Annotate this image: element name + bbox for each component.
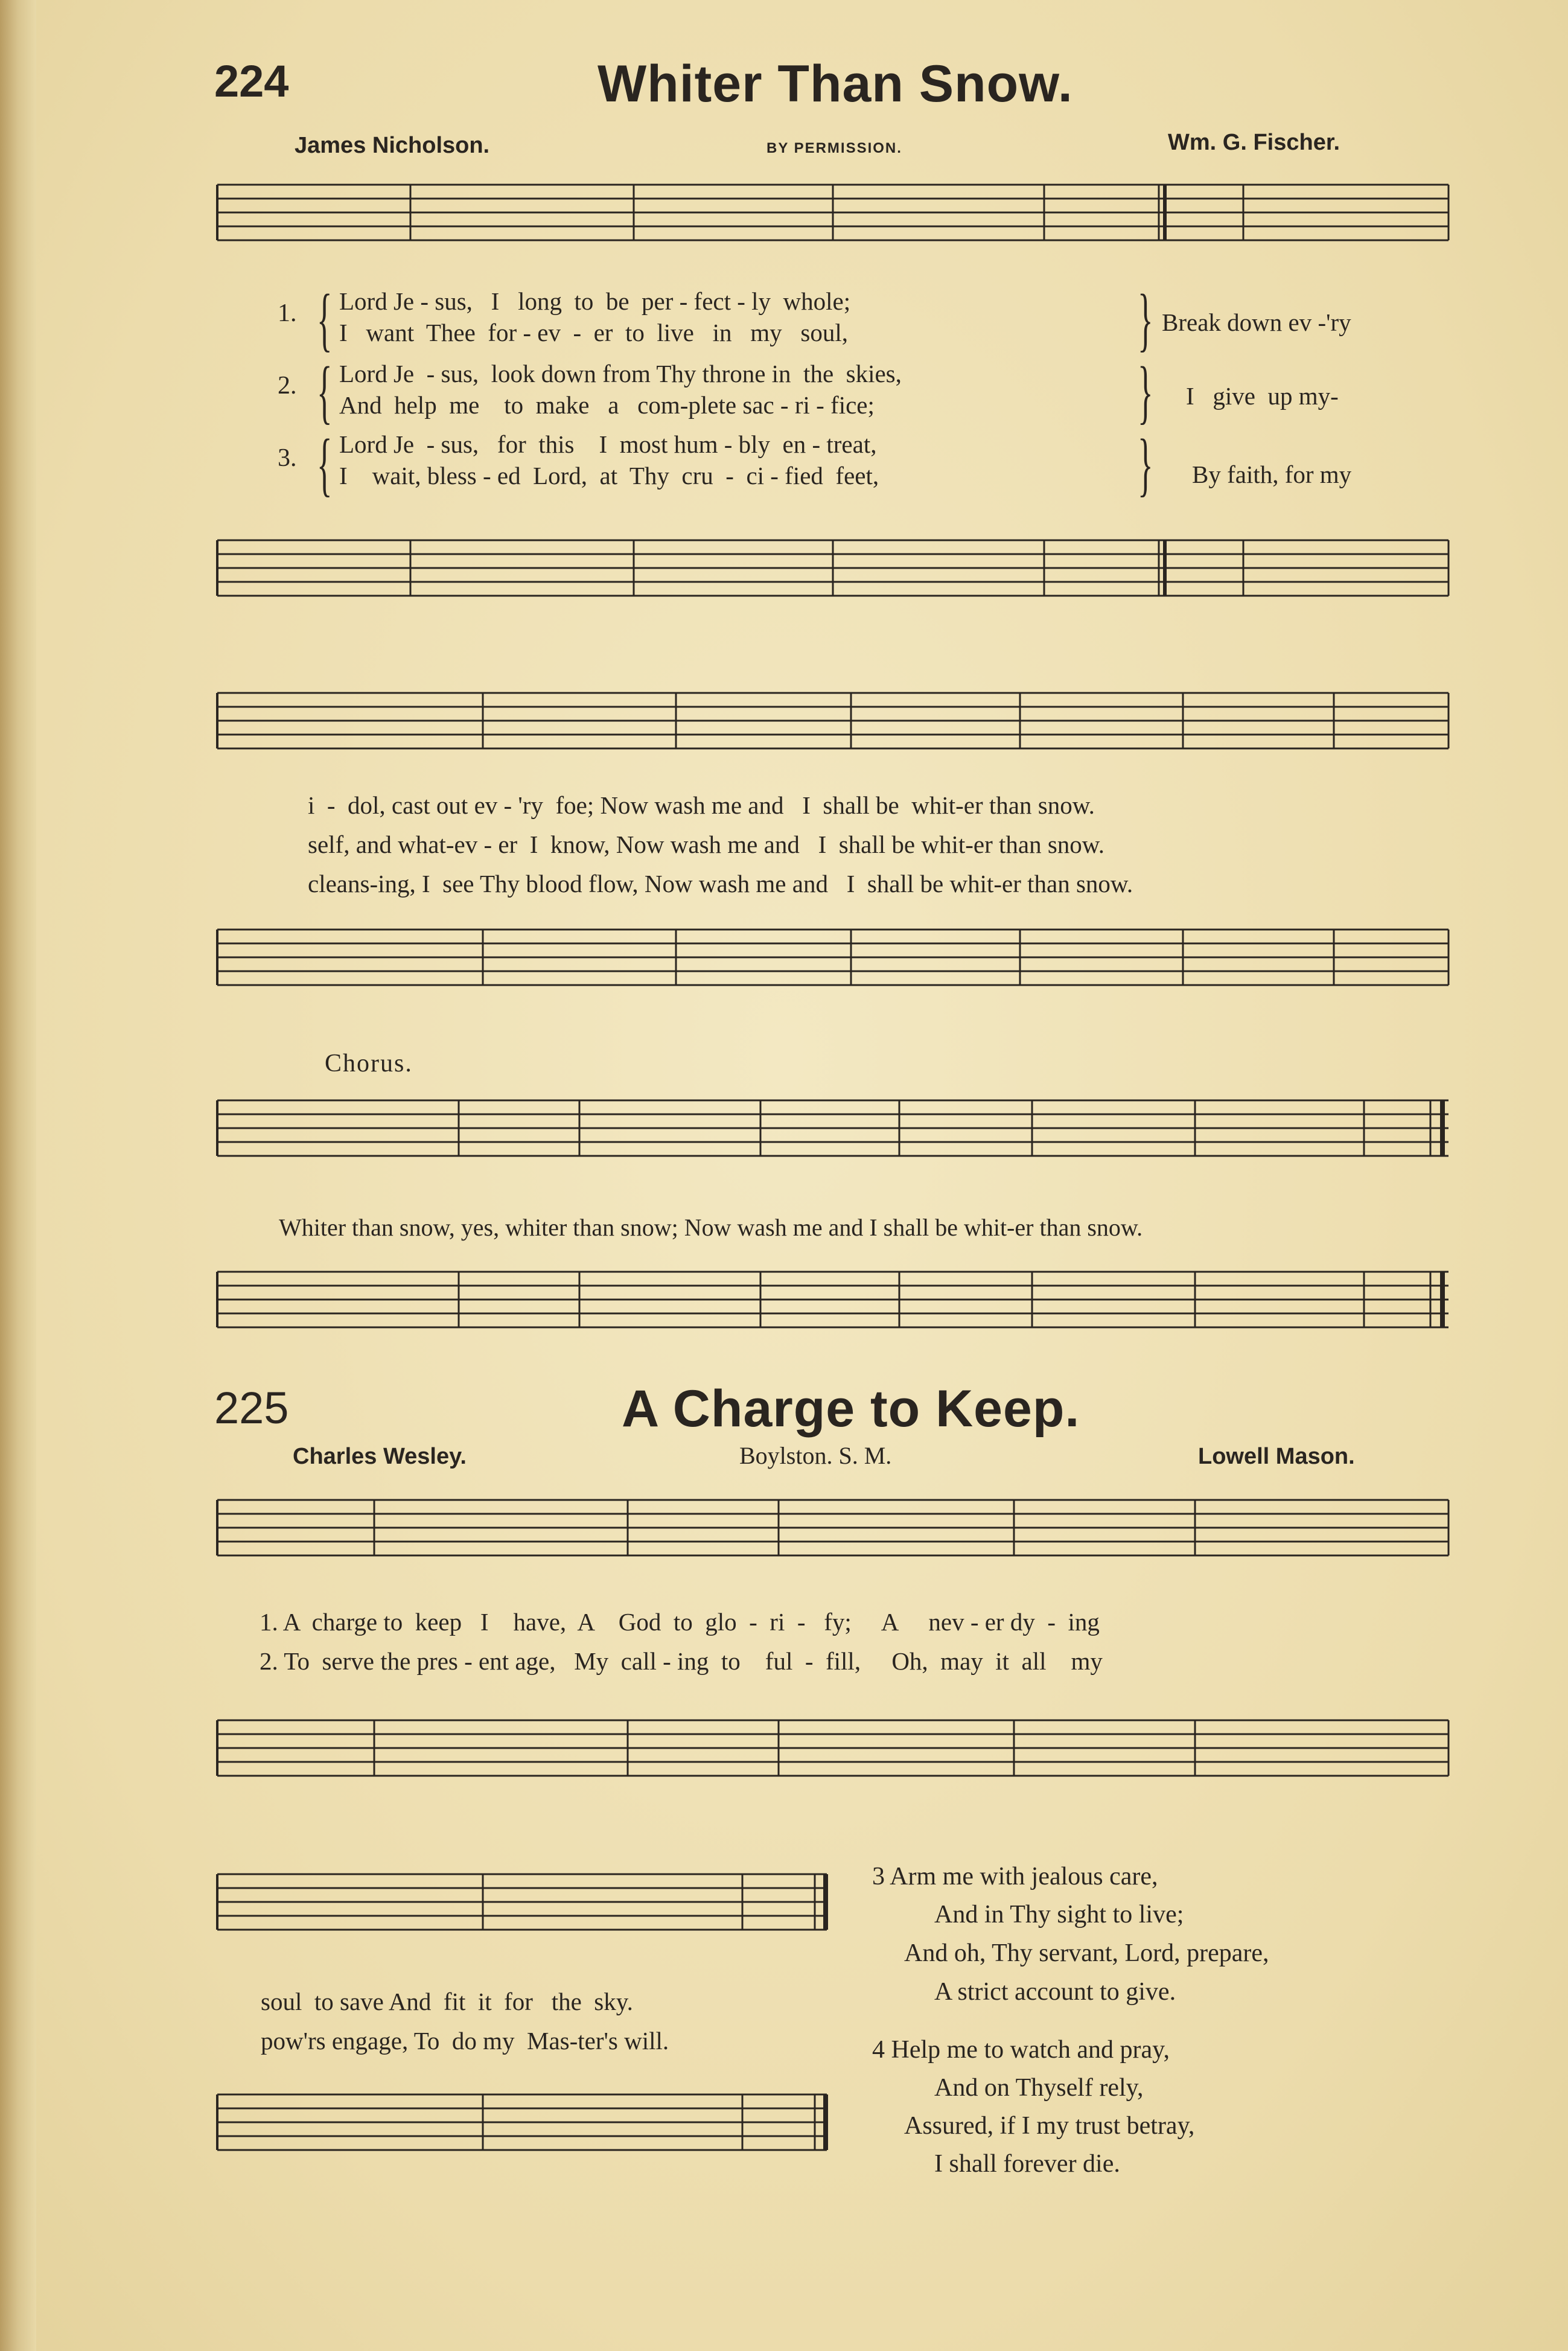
stanza-line: 4 Help me to watch and pray, (872, 2036, 1170, 2064)
stanza-line: And oh, Thy servant, Lord, prepare, (904, 1939, 1269, 1967)
music-staff-bass (217, 2085, 833, 2170)
verse-number: 1. (278, 299, 297, 327)
hymn-title: A Charge to Keep. (622, 1380, 1080, 1438)
lyric-line: soul to save And fit it for the sky. (261, 1988, 633, 2015)
lyric-continuation: By faith, for my (1192, 461, 1352, 488)
composer-credit: Wm. G. Fischer. (1168, 130, 1340, 155)
verse-number: 2. (278, 372, 297, 400)
verse-brace: { (317, 279, 333, 359)
hymn-title: Whiter Than Snow. (598, 55, 1073, 113)
lyric-continuation: I give up my- (1186, 382, 1339, 410)
verse-brace: } (1138, 352, 1153, 431)
verse-brace: { (317, 424, 333, 503)
book-spine (0, 0, 36, 2351)
verse-brace: } (1138, 279, 1153, 359)
stanza-line: Assured, if I my trust betray, (904, 2112, 1195, 2140)
lyric-line: I want Thee for - ev - er to live in my soul, (339, 319, 848, 346)
music-staff-bass (217, 920, 1455, 1005)
music-staff-bass (217, 1711, 1455, 1796)
lyric-line: I wait, bless - ed Lord, at Thy cru - ci - fied feet, (339, 462, 879, 490)
composer-credit: Lowell Mason. (1198, 1444, 1355, 1469)
hymn-number: 225 (214, 1383, 289, 1433)
verse-brace: } (1138, 424, 1153, 503)
lyric-line: Lord Je - sus, look down from Thy throne in the skies, (339, 360, 902, 388)
lyric-line: 2. To serve the pres - ent age, My call - ing to ful - fill, Oh, may it all my (260, 1647, 1103, 1675)
stanza-line: I shall forever die. (934, 2150, 1120, 2178)
lyric-line: Lord Je - sus, for this I most hum - bly en - treat, (339, 430, 877, 458)
lyric-line: cleans-ing, I see Thy blood flow, Now wash me and I shall be whit-er than snow. (308, 870, 1133, 898)
tune-name: Boylston. S. M. (739, 1442, 892, 1469)
music-staff-treble (217, 1865, 833, 1950)
music-staff-treble (217, 179, 1455, 263)
stanza-line: 3 Arm me with jealous care, (872, 1863, 1158, 1890)
lyric-line: And help me to make a com-plete sac - ri - fice; (339, 391, 875, 419)
chorus-lyric: Whiter than snow, yes, whiter than snow; Now wash me and I shall be whit-er than snow. (279, 1214, 1143, 1241)
lyricist-credit: Charles Wesley. (293, 1444, 467, 1469)
music-staff-treble (217, 1491, 1455, 1575)
permission-note: BY PERMISSION. (766, 140, 902, 156)
music-staff-treble (217, 681, 1455, 765)
lyricist-credit: James Nicholson. (295, 133, 490, 158)
stanza-line: A strict account to give. (934, 1978, 1176, 2006)
lyric-line: Lord Je - sus, I long to be per - fect - ly whole; (339, 287, 851, 315)
music-staff-treble (217, 1091, 1455, 1176)
stanza-line: And in Thy sight to live; (934, 1901, 1184, 1928)
music-staff-bass (217, 531, 1455, 616)
music-staff-bass (217, 1263, 1455, 1347)
lyric-line: pow'rs engage, To do my Mas-ter's will. (261, 2027, 669, 2055)
lyric-line: i - dol, cast out ev - 'ry foe; Now wash me and I shall be whit-er than snow. (308, 791, 1095, 819)
lyric-continuation: Break down ev -'ry (1162, 308, 1351, 336)
hymn-number: 224 (214, 56, 289, 106)
chorus-label: Chorus. (325, 1050, 413, 1077)
lyric-line: 1. A charge to keep I have, A God to glo - ri - fy; A nev - er dy - ing (260, 1608, 1100, 1636)
verse-number: 3. (278, 444, 297, 472)
stanza-line: And on Thyself rely, (934, 2074, 1144, 2102)
verse-brace: { (317, 352, 333, 431)
lyric-line: self, and what-ev - er I know, Now wash me and I shall be whit-er than snow. (308, 831, 1104, 858)
